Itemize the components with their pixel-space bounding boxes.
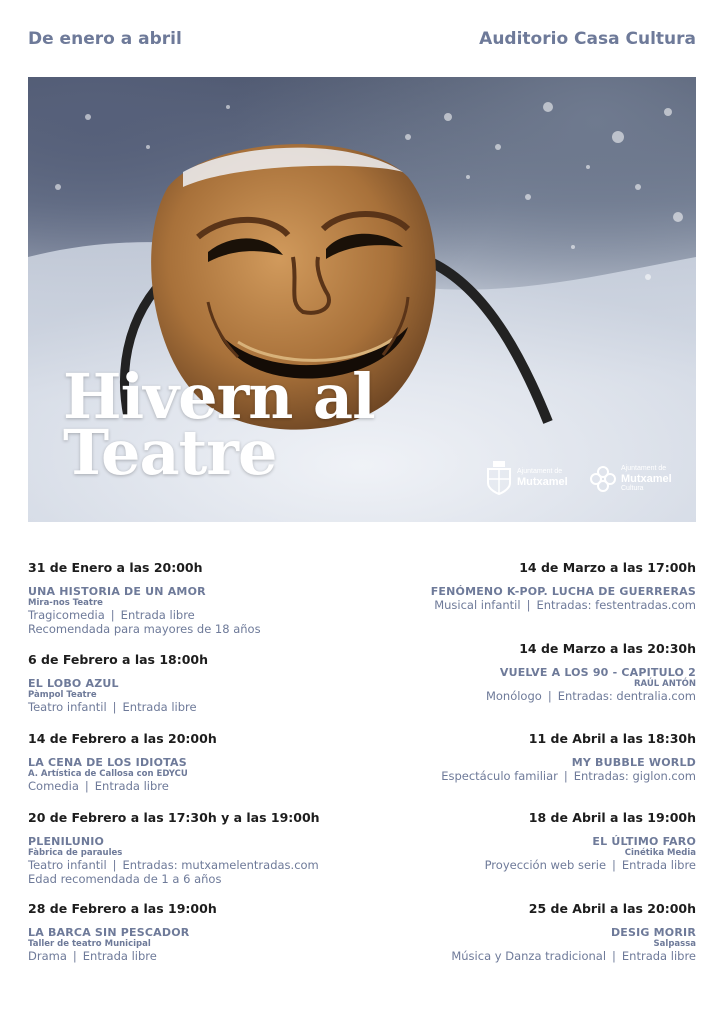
snowflake-logo-icon xyxy=(590,466,616,492)
event-company: Fàbrica de paraules xyxy=(28,848,123,858)
event-title: UNA HISTORIA DE UN AMOR xyxy=(28,585,206,598)
event-title: EL LOBO AZUL xyxy=(28,677,119,690)
event-tickets: Entradas: dentralia.com xyxy=(557,689,696,703)
ajuntament-logo-text xyxy=(517,468,568,488)
event-date: 31 de Enero a las 20:00h xyxy=(28,560,203,575)
event-genre: Drama xyxy=(28,949,67,963)
separator: | xyxy=(563,769,568,783)
event-genre: Monólogo xyxy=(485,689,542,703)
event-info xyxy=(366,598,696,612)
cultura-logo xyxy=(590,465,672,493)
event-genre: Espectáculo familiar xyxy=(441,769,558,783)
event-left-5 xyxy=(28,901,358,963)
event-date: 28 de Febrero a las 19:00h xyxy=(28,901,217,916)
event-note: Edad recomendada de 1 a 6 años xyxy=(28,872,222,886)
event-tickets: Entrada libre xyxy=(621,949,696,963)
event-date: 14 de Marzo a las 17:00h xyxy=(519,560,696,575)
event-title: LA BARCA SIN PESCADOR xyxy=(28,926,190,939)
event-date: 14 de Febrero a las 20:00h xyxy=(28,731,217,746)
event-tickets: Entrada libre xyxy=(122,700,197,714)
coat-of-arms-icon xyxy=(486,461,512,495)
event-info xyxy=(28,779,358,793)
event-title: VUELVE A LOS 90 - CAPITULO 2 xyxy=(499,666,696,679)
separator: | xyxy=(110,608,115,622)
event-tickets: Entrada libre xyxy=(82,949,157,963)
event-left-4 xyxy=(28,810,358,886)
event-genre: Tragicomedia xyxy=(28,608,105,622)
event-right-4 xyxy=(366,810,696,872)
hero-title-line1: Hivern al xyxy=(63,360,375,433)
event-right-1 xyxy=(366,560,696,612)
separator: | xyxy=(612,949,616,963)
event-right-5 xyxy=(366,901,696,963)
event-title: PLENILUNIO xyxy=(28,835,105,848)
event-note: Recomendada para mayores de 18 años xyxy=(28,622,261,636)
event-genre: Teatro infantil xyxy=(28,858,107,872)
event-date: 25 de Abril a las 20:00h xyxy=(528,901,696,916)
event-date: 14 de Marzo a las 20:30h xyxy=(519,641,696,656)
event-left-2 xyxy=(28,652,358,714)
event-title: EL ÚLTIMO FARO xyxy=(592,835,696,848)
separator: | xyxy=(112,858,117,872)
event-date: 18 de Abril a las 19:00h xyxy=(528,810,696,825)
event-tickets: Entrada libre xyxy=(120,608,195,622)
separator: | xyxy=(547,689,552,703)
event-left-3 xyxy=(28,731,358,793)
event-title: MY BUBBLE WORLD xyxy=(571,756,696,769)
cultura-logo-text xyxy=(621,465,672,493)
event-right-2 xyxy=(366,641,696,703)
hero-title-line2: Teatre xyxy=(63,416,277,489)
hero-image xyxy=(28,77,696,522)
event-title: FENÓMENO K-POP. LUCHA DE GUERRERAS xyxy=(430,585,696,598)
event-company: Mira-nos Teatre xyxy=(28,598,103,608)
event-tickets: Entrada libre xyxy=(94,779,169,793)
event-genre: Música y Danza tradicional xyxy=(451,949,607,963)
event-info xyxy=(366,769,696,783)
separator: | xyxy=(72,949,77,963)
event-tickets: Entradas: giglon.com xyxy=(573,769,696,783)
event-info xyxy=(366,858,696,872)
event-right-3 xyxy=(366,731,696,783)
event-genre: Proyección web serie xyxy=(484,858,607,872)
event-genre: Teatro infantil xyxy=(28,700,107,714)
event-tickets: Entrada libre xyxy=(621,858,696,872)
event-info xyxy=(28,608,358,622)
logo2-sub: Cultura xyxy=(621,485,644,492)
separator: | xyxy=(112,700,117,714)
header-venue: Auditorio Casa Cultura xyxy=(479,29,696,49)
event-date: 20 de Febrero a las 17:30h y a las 19:00h xyxy=(28,810,320,825)
event-date: 6 de Febrero a las 18:00h xyxy=(28,652,209,667)
event-company: Pàmpol Teatre xyxy=(28,690,97,700)
event-tickets: Entradas: mutxamelentradas.com xyxy=(122,858,319,872)
event-title: LA CENA DE LOS IDIOTAS xyxy=(28,756,187,769)
separator: | xyxy=(84,779,89,793)
event-info xyxy=(28,700,358,714)
event-tickets: Entradas: festentradas.com xyxy=(536,598,696,612)
event-company: A. Artística de Callosa con EDYCU xyxy=(28,769,188,779)
separator: | xyxy=(526,598,531,612)
event-company: Taller de teatro Municipal xyxy=(28,939,151,949)
logo1-big: Mutxamel xyxy=(517,476,568,488)
header-period: De enero a abril xyxy=(28,29,182,49)
event-info xyxy=(28,858,358,872)
event-info xyxy=(28,949,358,963)
event-date: 11 de Abril a las 18:30h xyxy=(528,731,696,746)
event-left-1 xyxy=(28,560,358,636)
logo2-small: Ajuntament de xyxy=(621,465,667,472)
hero-title xyxy=(63,360,375,489)
event-title: DESIG MORIR xyxy=(610,926,696,939)
event-genre: Comedia xyxy=(28,779,79,793)
event-company: RAÚL ANTÓN xyxy=(634,679,696,689)
logo1-small: Ajuntament de xyxy=(517,468,563,475)
logo2-big: Mutxamel xyxy=(621,473,672,485)
event-info xyxy=(366,949,696,963)
separator: | xyxy=(612,858,616,872)
event-genre: Musical infantil xyxy=(434,598,521,612)
event-company: Cinétika Media xyxy=(624,848,696,858)
event-company: Salpassa xyxy=(653,939,696,949)
ajuntament-logo xyxy=(486,461,568,495)
event-info xyxy=(366,689,696,703)
